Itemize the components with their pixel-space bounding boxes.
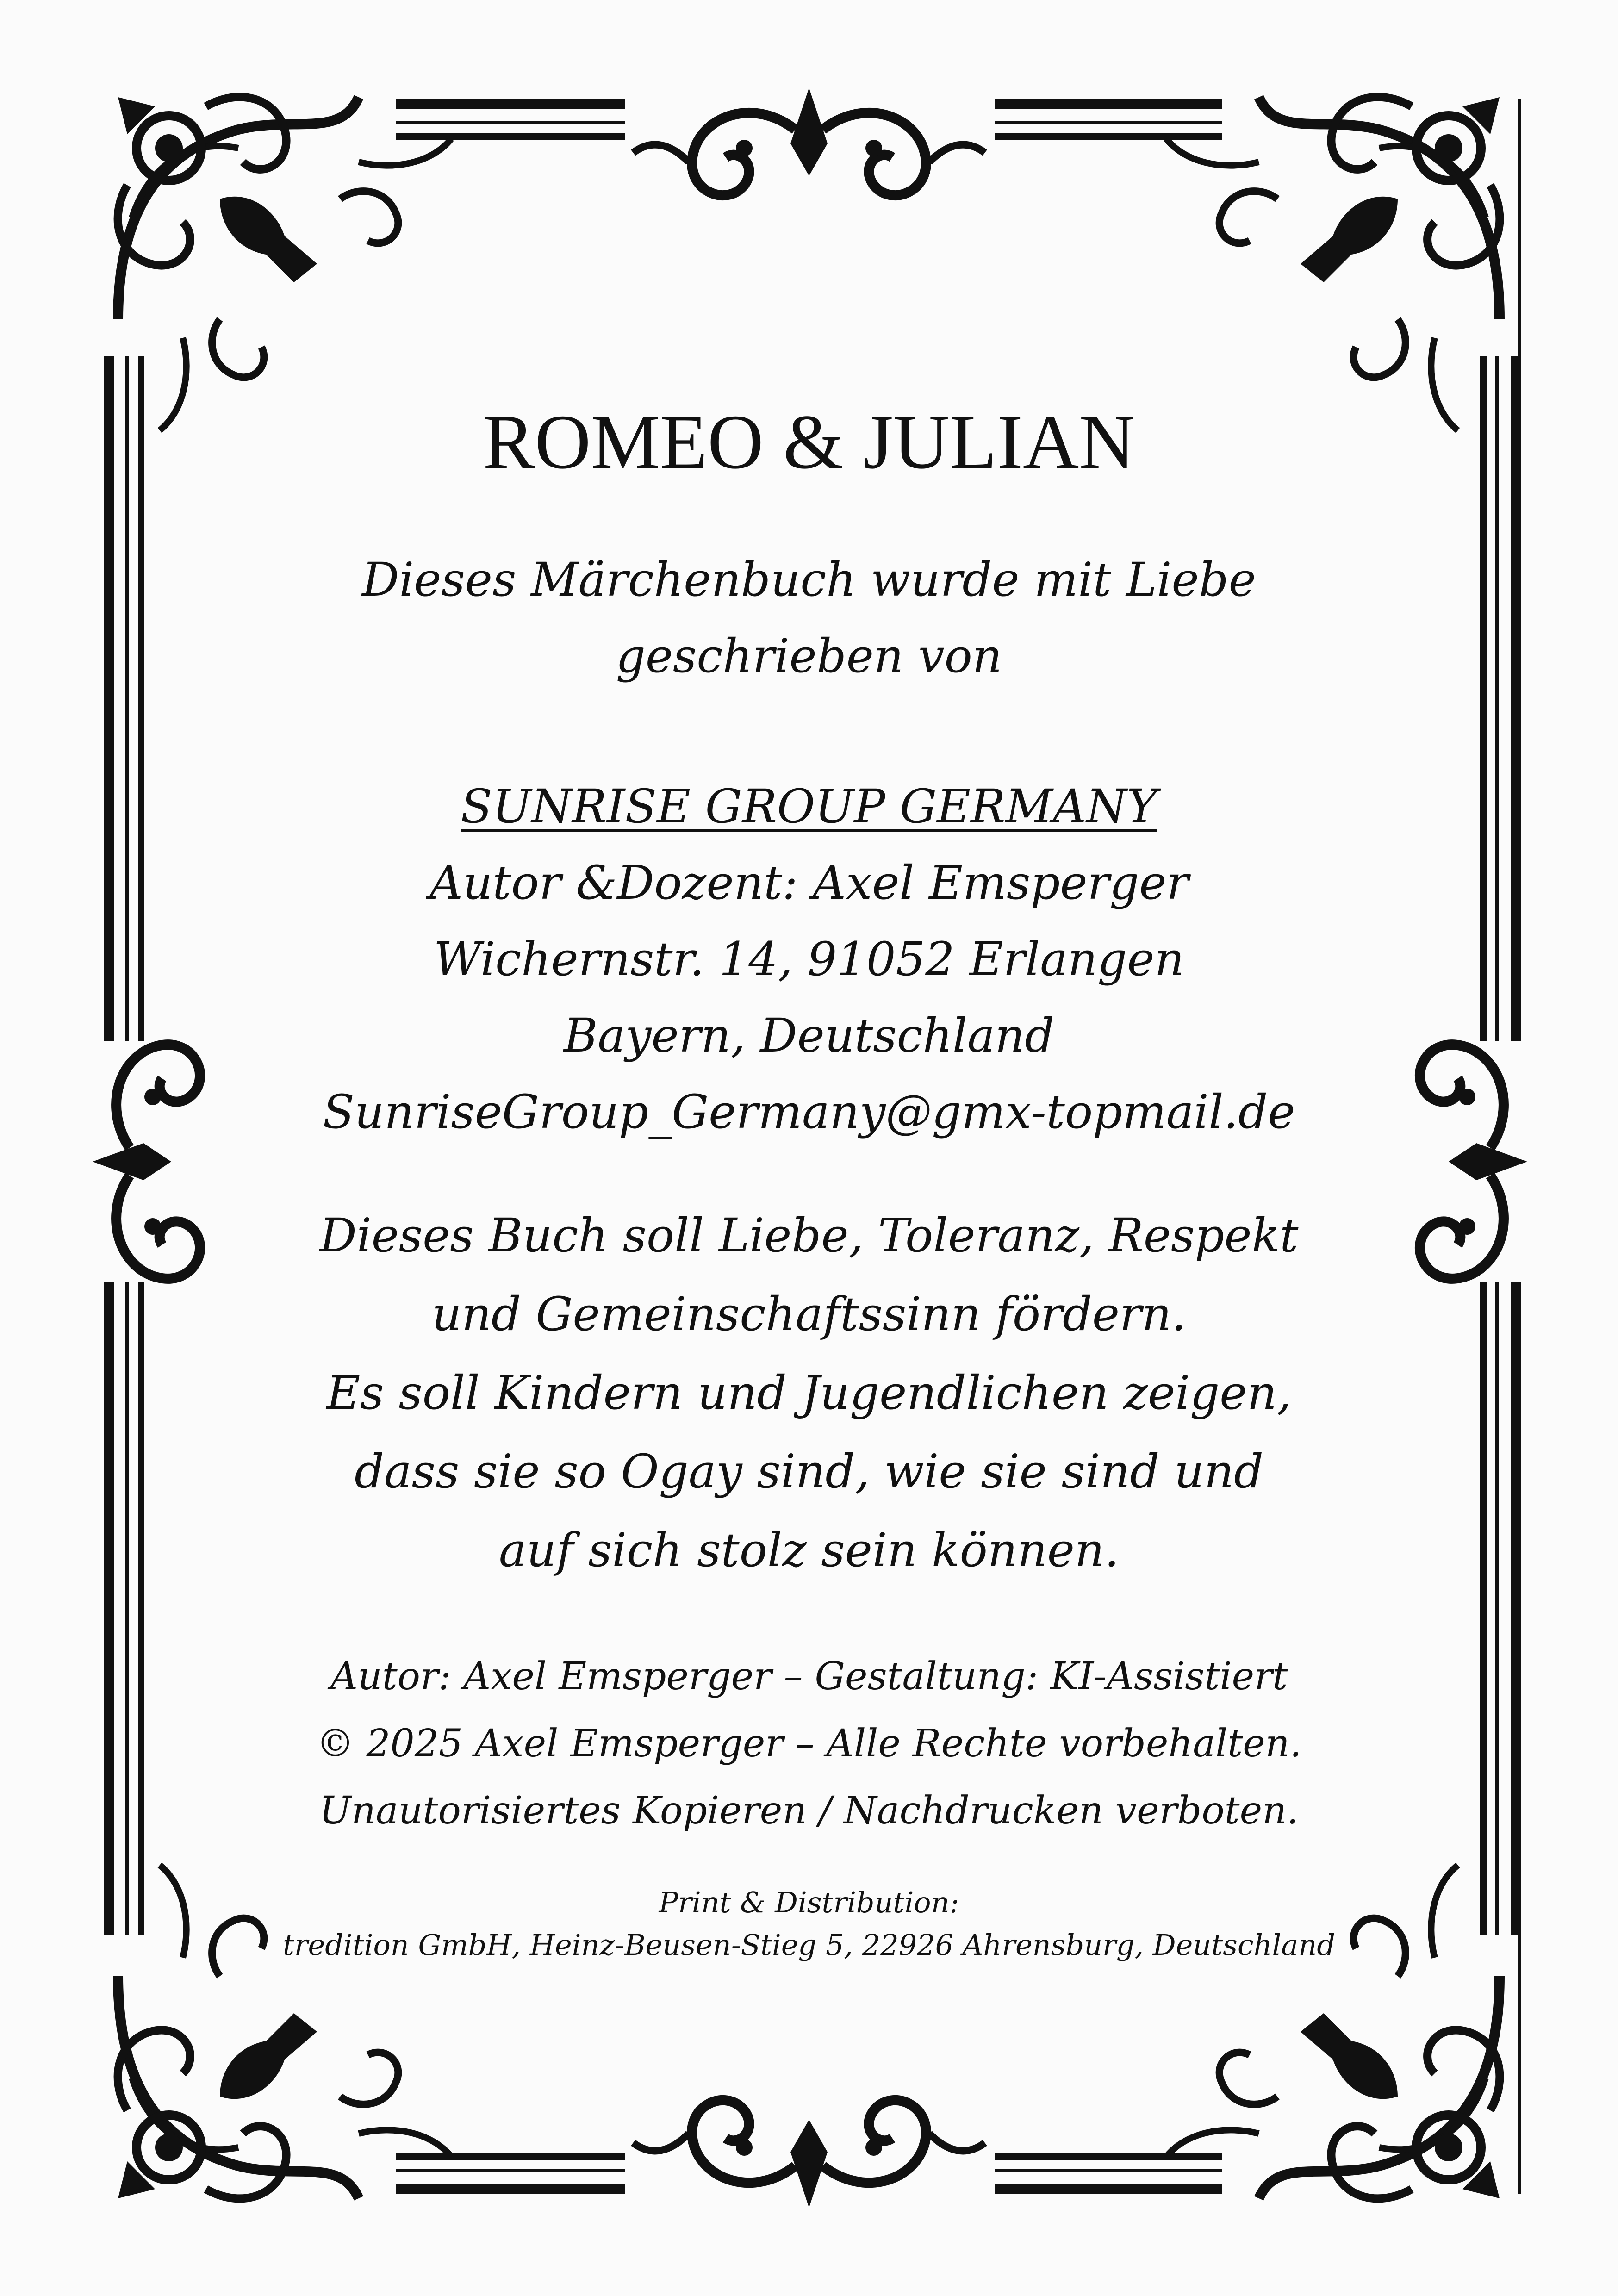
dedication-intro [185, 541, 1433, 694]
book-message [185, 1196, 1433, 1590]
side-ornament-icon [90, 1041, 201, 1282]
message-line: und Gemeinschaftssinn fördern. [431, 1287, 1187, 1341]
corner-flourish-icon [1166, 79, 1518, 430]
bottom-center-ornament-icon [625, 2097, 995, 2212]
credits-line: Autor: Axel Emsperger – Gestaltung: KI-Assistiert [330, 1655, 1288, 1699]
group-name: SUNRISE GROUP GERMANY [461, 779, 1157, 834]
message-line: Es soll Kindern und Jugendlichen zeigen, [326, 1366, 1292, 1420]
email-address: SunriseGroup_Germany@gmx-topmail.de [323, 1085, 1295, 1139]
author-line: Autor &Dozent: Axel Emsperger [429, 856, 1189, 910]
book-title: ROMEO & JULIAN [483, 399, 1135, 485]
copyright-line: © 2025 Axel Emsperger – Alle Rechte vorbehalten. [316, 1722, 1302, 1766]
copy-notice-line: Unautorisiertes Kopieren / Nachdrucken verboten. [319, 1789, 1299, 1833]
print-address: tredition GmbH, Heinz-Beusen-Stieg 5, 22926 Ahrensburg, Deutschland [282, 1928, 1336, 1962]
street-address: Wichernstr. 14, 91052 Erlangen [434, 932, 1184, 986]
corner-flourish-icon [100, 79, 451, 430]
message-line: auf sich stolz sein können. [498, 1523, 1120, 1577]
message-line: Dieses Buch soll Liebe, Toleranz, Respekt [319, 1208, 1299, 1263]
print-label: Print & Distribution: [659, 1885, 959, 1919]
side-ornament-icon [1419, 1041, 1530, 1282]
message-line: dass sie so Ogay sind, wie sie sind und [355, 1444, 1263, 1499]
region: Bayern, Deutschland [563, 1008, 1055, 1063]
print-distribution [185, 1881, 1433, 1966]
intro-line: geschrieben von [616, 629, 1002, 683]
intro-line: Dieses Märchenbuch wurde mit Liebe [362, 553, 1256, 607]
legal-notice [185, 1643, 1433, 1844]
top-center-ornament-icon [625, 83, 995, 199]
author-contact [185, 768, 1433, 1150]
